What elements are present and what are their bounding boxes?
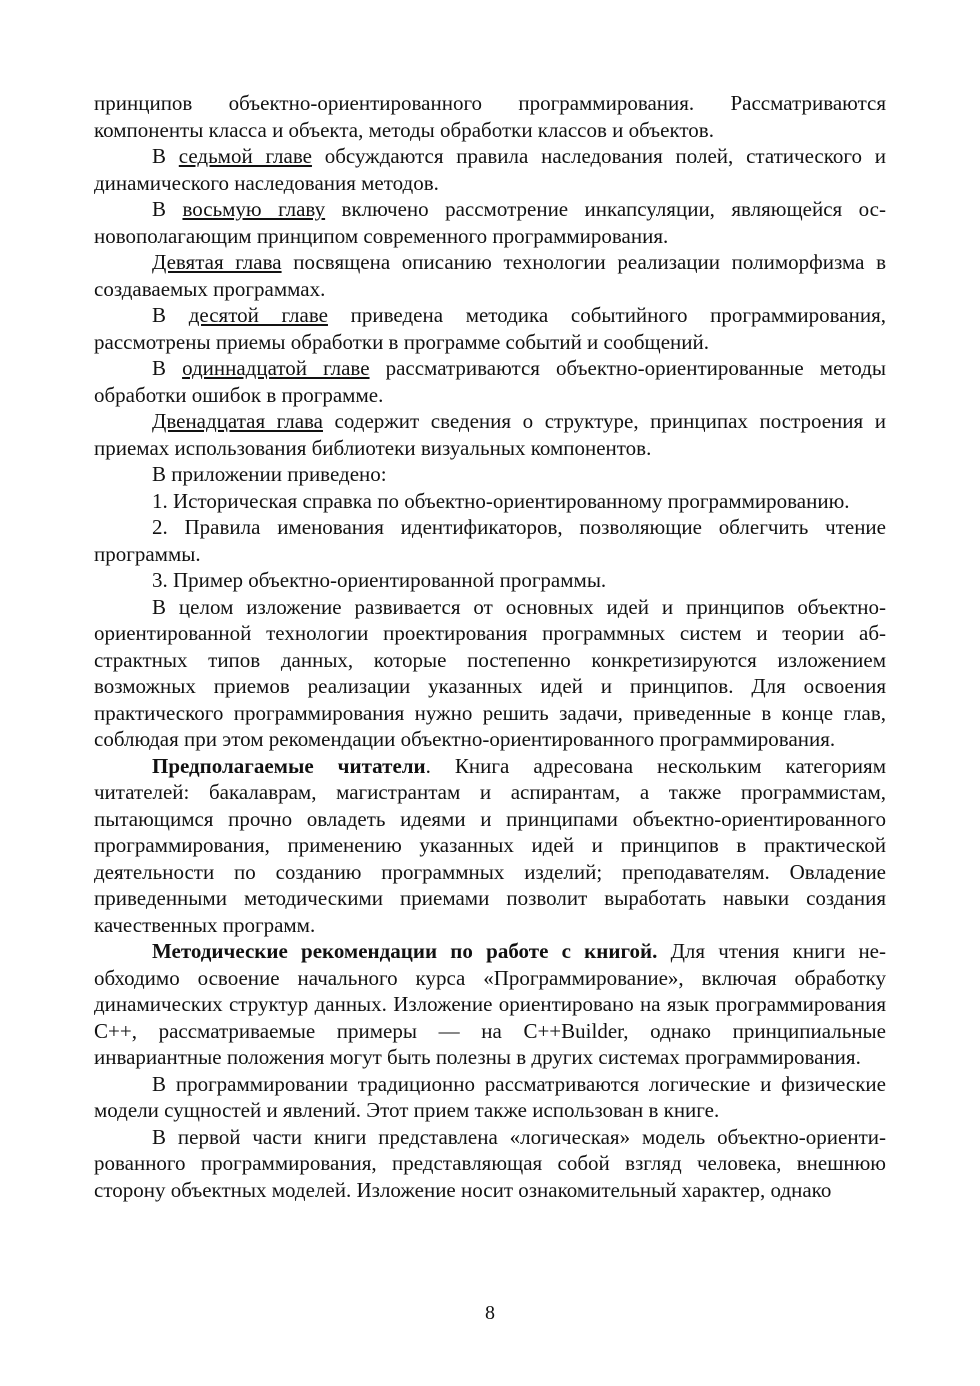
paragraph xyxy=(94,302,886,355)
text-segment: В целом изложение развивается от основных идей и принципов объектно-ориентированной технологии проектирования программных систем и теории абстрактных типов данных, которые постепенно конкретизируются изложением возможных приемов реализации указанных идей и принципов. Для освоения практического программирования нужно решить задачи, приведенные в конце глав, соблюдая при этом рекомендации объектно-ориентированного программирования. xyxy=(94,594,886,751)
text-segment: В xyxy=(152,356,183,380)
underlined-chapter-reference: седьмой главе xyxy=(178,144,312,168)
paragraph xyxy=(94,938,886,1071)
text-segment: В xyxy=(152,197,183,221)
underlined-chapter-reference: Двенадцатая глава xyxy=(152,409,323,433)
paragraph xyxy=(94,196,886,249)
paragraph xyxy=(94,461,886,488)
paragraph xyxy=(94,249,886,302)
underlined-chapter-reference: одиннадцатой главе xyxy=(182,356,370,380)
text-segment: обсуждаются правила наследования полей, статического и динамического наследования методов. xyxy=(94,144,886,195)
paragraph xyxy=(94,1071,886,1124)
paragraph xyxy=(94,143,886,196)
text-segment: включено рассмотрение инкапсуляции, являющейся основополагающим принципом современного программирования. xyxy=(94,197,886,248)
paragraph xyxy=(94,1124,886,1204)
paragraph xyxy=(94,90,886,143)
text-segment: В xyxy=(152,303,189,327)
page-body xyxy=(94,90,886,1203)
text-segment: Для чтения книги необходимо освоение начального курса «Программирование», включая обработку динамических структур данных. Изложение ориентировано на язык программирования C++, рассматриваемые примеры — на C++Builder, однако принципиальные инвариантные положения могут быть полезны в других системах программирования. xyxy=(94,939,887,1069)
bold-heading: Методические рекомендации по работе с книгой. xyxy=(152,939,658,963)
text-segment: В xyxy=(152,144,179,168)
paragraph xyxy=(94,594,886,753)
paragraph xyxy=(94,488,886,515)
text-segment: В первой части книги представлена «логическая» модель объектно-ориентированного программирования, представляющая собой взгляд человека, внешнюю сторону объектных моделей. Изложение носит ознакомительный характер, однако xyxy=(94,1124,886,1202)
paragraph xyxy=(94,567,886,594)
paragraph xyxy=(94,753,886,939)
text-segment: содержит сведения о структуре, принципах построения и приемах использования библиотеки визуальных компонентов. xyxy=(94,409,886,460)
text-segment: 2. Правила именования идентификаторов, позволяющие облегчить чтение программы. xyxy=(94,515,886,566)
text-segment: принципов объектно-ориентированного программирования. Рассматриваются компоненты класса и объекта, методы обработки классов и объектов. xyxy=(94,91,886,142)
paragraph xyxy=(94,355,886,408)
text-segment: посвящена описанию технологии реализации полиморфизма в создаваемых программах. xyxy=(94,250,887,301)
text-segment: 1. Историческая справка по объектно-ориентированному программированию. xyxy=(152,488,850,513)
paragraph xyxy=(94,514,886,567)
underlined-chapter-reference: Девятая глава xyxy=(152,250,282,274)
text-segment: рассматриваются объектно-ориентированные методы обработки ошибок в программе. xyxy=(94,356,886,407)
underlined-chapter-reference: десятой главе xyxy=(188,303,328,327)
text-segment: В программировании традиционно рассматриваются логические и физические модели сущностей и явлений. Этот прием также использован в книге. xyxy=(94,1071,886,1122)
paragraph xyxy=(94,408,886,461)
text-segment: В приложении приведено: xyxy=(152,462,387,486)
text-segment: 3. Пример объектно-ориентированной программы. xyxy=(152,568,607,592)
text-segment: приведена методика событийного программирования, рассмотрены приемы обработки в программе событий и сообщений. xyxy=(94,303,886,354)
page-number: 8 xyxy=(485,1302,495,1324)
text-segment: . Книга адресована нескольким категориям читателей: бакалаврам, магистрантам и аспирантам, а также программистам, пытающимся прочно овладеть идеями и принципами объектно-ориентированного программирования, применению указанных идей и принципов в практической деятельности по созданию программных изделий; преподавателям. Овладение приведенными методическими приемами позволит выработать навыки создания качественных программ. xyxy=(94,753,886,937)
bold-heading: Предполагаемые читатели xyxy=(152,753,426,778)
underlined-chapter-reference: восьмую главу xyxy=(182,197,326,221)
